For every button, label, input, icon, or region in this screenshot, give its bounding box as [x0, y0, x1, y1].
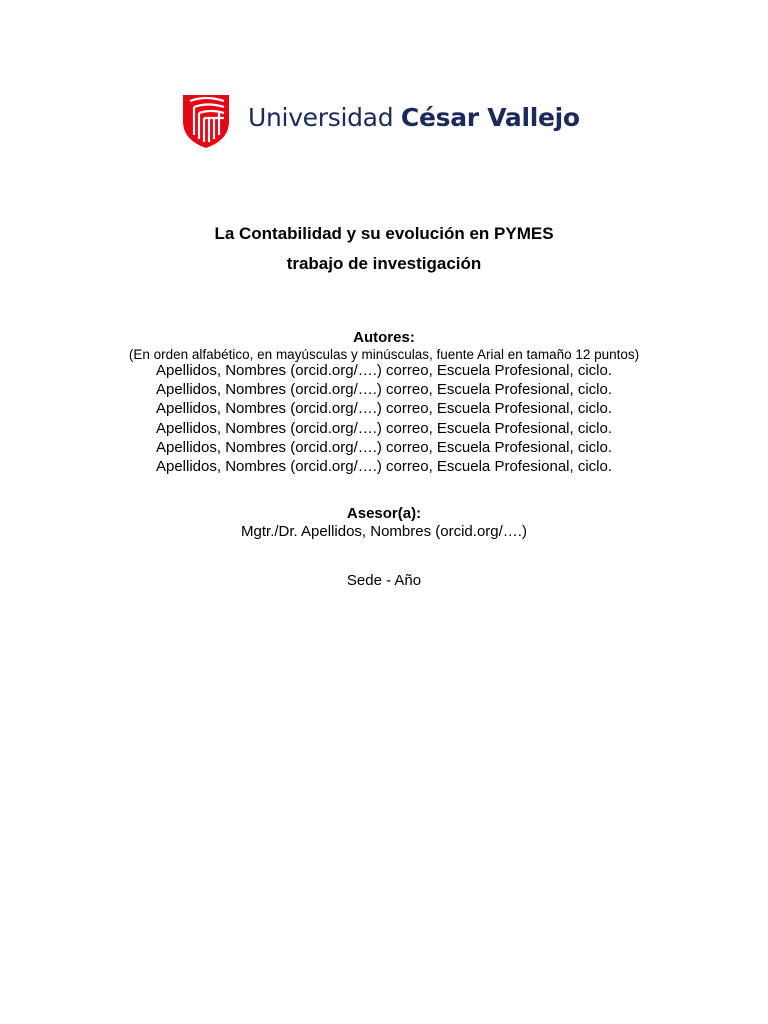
author-item: Apellidos, Nombres (orcid.org/….) correo, Escuela Profesional, ciclo.	[155, 458, 612, 476]
authors-heading: Autores:	[353, 329, 415, 346]
university-logo	[180, 90, 580, 150]
authors-list	[0, 361, 768, 476]
place-year: Sede - Año	[346, 572, 422, 589]
document-title	[0, 219, 768, 279]
university-name-bold: César Vallejo	[400, 102, 580, 132]
title-line-1: La Contabilidad y su evolución en PYMES	[214, 224, 554, 243]
author-item: Apellidos, Nombres (orcid.org/….) correo, Escuela Profesional, ciclo.	[155, 400, 612, 418]
author-item: Apellidos, Nombres (orcid.org/….) correo, Escuela Profesional, ciclo.	[155, 362, 612, 379]
university-name	[248, 102, 580, 132]
title-line-2: trabajo de investigación	[286, 254, 482, 273]
university-shield-icon	[180, 91, 232, 149]
authors-note: (En orden alfabético, en mayúsculas y minúsculas, fuente Arial en tamaño 12 puntos)	[128, 347, 640, 362]
advisor-heading: Asesor(a):	[346, 505, 422, 522]
author-item: Apellidos, Nombres (orcid.org/….) correo, Escuela Profesional, ciclo.	[155, 438, 612, 456]
author-item: Apellidos, Nombres (orcid.org/….) correo, Escuela Profesional, ciclo.	[155, 419, 612, 437]
advisor-name: Mgtr./Dr. Apellidos, Nombres (orcid.org/….)	[241, 523, 527, 540]
author-item: Apellidos, Nombres (orcid.org/….) correo, Escuela Profesional, ciclo.	[155, 381, 612, 399]
university-name-light: Universidad	[248, 102, 401, 132]
